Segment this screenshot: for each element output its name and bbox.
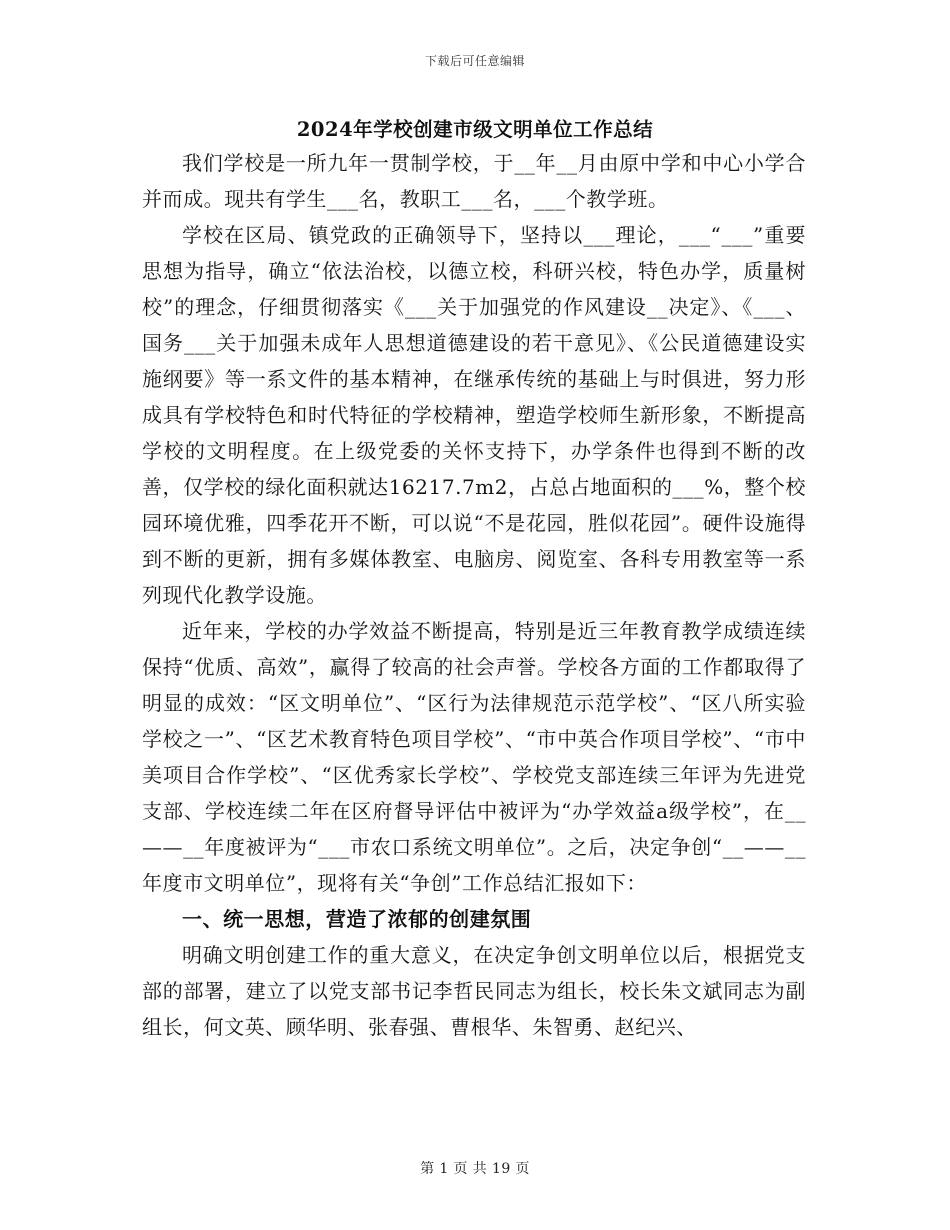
- paragraph-achievements: 近年来，学校的办学效益不断提高，特别是近三年教育教学成绩连续保持“优质、高效”，赢得了较高的社会声誉。学校各方面的工作都取得了明显的成效：“区文明单位”、“区行为法律规范示范学校”、“区八所实验学校之一”、“区艺术教育特色项目学校”、“市中英合作项目学校”、“市中美项目合作学校”、“区优秀家长学校”、学校党支部连续三年评为先进党支部、学校连续二年在区府督导评估中被评为“办学效益a级学校”，在__——__年度被评为“___市农口系统文明单位”。之后，决定争创“__——__年度市文明单位”，现将有关“争创”工作总结汇报如下：: [142, 619, 806, 895]
- paragraph-guidance: 学校在区局、镇党政的正确领导下，坚持以___理论，___“___”重要思想为指导，确立“依法治校，以德立校，科研兴校，特色办学，质量树校”的理念，仔细贯彻落实《___关于加强党的作风建设__决定》、《___、国务___关于加强未成年人思想道德建设的若干意见》、《公民道德建设实施纲要》等一系文件的基本精神，在继承传统的基础上与时俱进，努力形成具有学校特色和时代特征的学校精神，塑造学校师生新形象，不断提高学校的文明程度。在上级党委的关怀支持下，办学条件也得到不断的改善，仅学校的绿化面积就达16217.7m2，占总占地面积的___%，整个校园环境优雅，四季花开不断，可以说“不是花园，胜似花园”。硬件设施得到不断的更新，拥有多媒体教室、电脑房、阅览室、各科专用教室等一系列现代化教学设施。: [142, 223, 806, 607]
- section-heading-1: 一、统一思想，营造了浓郁的创建氛围: [182, 907, 532, 931]
- paragraph-intro: 我们学校是一所九年一贯制学校，于__年__月由原中学和中心小学合并而成。现共有学生___名，教职工___名，___个教学班。: [142, 151, 806, 211]
- paragraph-section-1: 明确文明创建工作的重大意义，在决定争创文明单位以后，根据党支部的部署，建立了以党支部书记李哲民同志为组长，校长朱文斌同志为副组长，何文英、顾华明、张春强、曹根华、朱智勇、赵纪兴、: [142, 943, 806, 1039]
- header-note: 下载后可任意编辑: [424, 54, 525, 68]
- document-body: [142, 145, 806, 1045]
- document-title: 2024年学校创建市级文明单位工作总结: [296, 118, 654, 141]
- page-footer: 第 1 页 共 19 页: [420, 1161, 530, 1177]
